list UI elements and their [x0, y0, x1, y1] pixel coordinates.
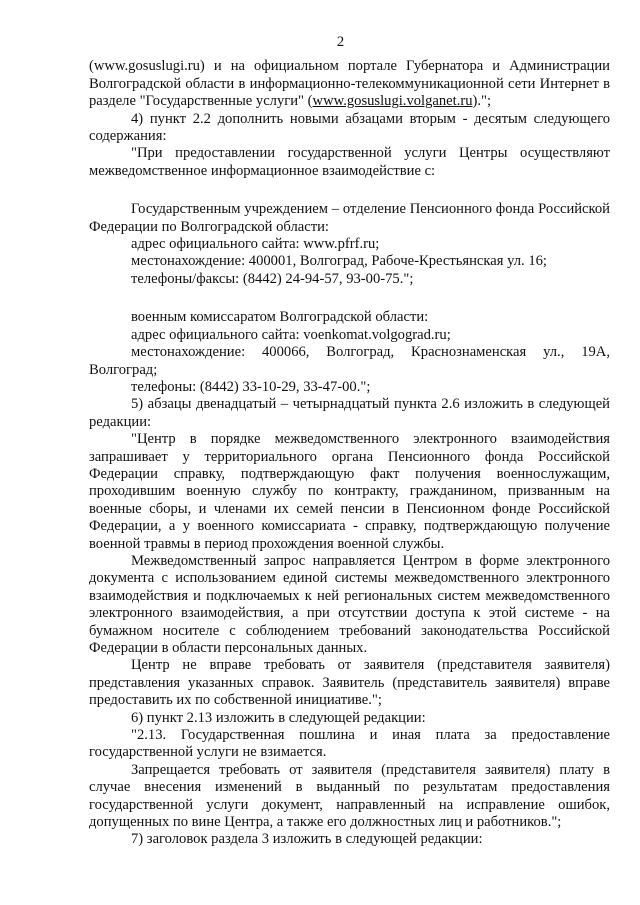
pension-fund-phones: телефоны/факсы: (8442) 24-94-57, 93-00-75."; [131, 270, 414, 287]
paragraph-text: )."; [472, 93, 492, 110]
paragraph-state-fee: "2.13. Государственная пошлина и иная плата за предоставление государственной услуги не взимается. [89, 727, 610, 761]
paragraph-center-request: "Центр в порядке межведомственного электронного взаимодействия запрашивает у территориального органа Пенсионного фонда Российской Федерации справку, подтверждающую факт получения военнослужащим, проходившим военную службу по контракту, гражданином, призванным на военные сборы, и членами их семей пенсии в Пенсионном фонде Российской Федерации, а у военного комиссариата - справку, подтверждающую получение военной травмы в период прохождения военной службы. [89, 431, 610, 552]
paragraph-interdepartmental-request: Межведомственный запрос направляется Центром в форме электронного документа с использованием единой системы межведомственного электронного взаимодействия и подключаемых к ней региональных систем межведомственного электронного взаимодействия, а при отсутствии доступа к этой системе - на бумажном носителе с соблюдением требований законодательства Российской Федерации в области персональных данных. [89, 552, 610, 656]
page-number: 2 [336, 34, 345, 50]
paragraph-text: (www.gosuslugi.ru) и на официальном портале Губернатора и Администрации Волгоградской области в информационно-телекоммуникационной сети Интернет в разделе "Государственные услуги" ( [89, 58, 610, 110]
paragraph-item-6: 6) пункт 2.13 изложить в следующей редакции: [131, 709, 426, 726]
paragraph-item-4: 4) пункт 2.2 дополнить новыми абзацами вторым - десятым следующего содержания: [89, 110, 610, 145]
paragraph-portal-reference [89, 58, 610, 110]
paragraph-item-5: 5) абзацы двенадцатый – четырнадцатый пункта 2.6 изложить в следующей редакции: [89, 396, 610, 430]
paragraph-item-7: 7) заголовок раздела 3 изложить в следующей редакции: [131, 831, 483, 848]
paragraph-center-not-entitled: Центр не вправе требовать от заявителя (представителя заявителя) представления указанных справок. Заявитель (представитель заявителя) вправе предоставить их по собственной инициативе."; [89, 657, 610, 709]
paragraph-centers-interaction: "При предоставлении государственной услуги Центры осуществляют межведомственное информационное взаимодействие с: [89, 145, 610, 179]
paragraph-military-commissariat: военным комиссаратом Волгоградской области: [131, 309, 429, 326]
commissariat-phones: телефоны: (8442) 33-10-29, 33-47-00."; [131, 378, 371, 395]
pension-fund-website: адрес официального сайта: www.pfrf.ru; [131, 236, 380, 253]
commissariat-address: местонахождение: 400066, Волгоград, Краснознаменская ул., 19А, Волгоград; [89, 344, 610, 378]
commissariat-website: адрес официального сайта: voenkomat.volgograd.ru; [131, 326, 451, 343]
paragraph-prohibited-fee: Запрещается требовать от заявителя (представителя заявителя) плату в случае внесения изменений в выданный по результатам предоставления государственной услуги документ, направленный на исправление ошибок, допущенных по вине Центра, а также его должностных лиц и работников."; [89, 761, 610, 831]
hyperlink-volganet[interactable]: www.gosuslugi.volganet.ru [312, 93, 473, 110]
pension-fund-address: местонахождение: 400001, Волгоград, Рабоче-Крестьянская ул. 16; [131, 253, 547, 270]
paragraph-pension-fund: Государственным учреждением – отделение Пенсионного фонда Российской Федерации по Волгоградской области: [89, 201, 610, 235]
